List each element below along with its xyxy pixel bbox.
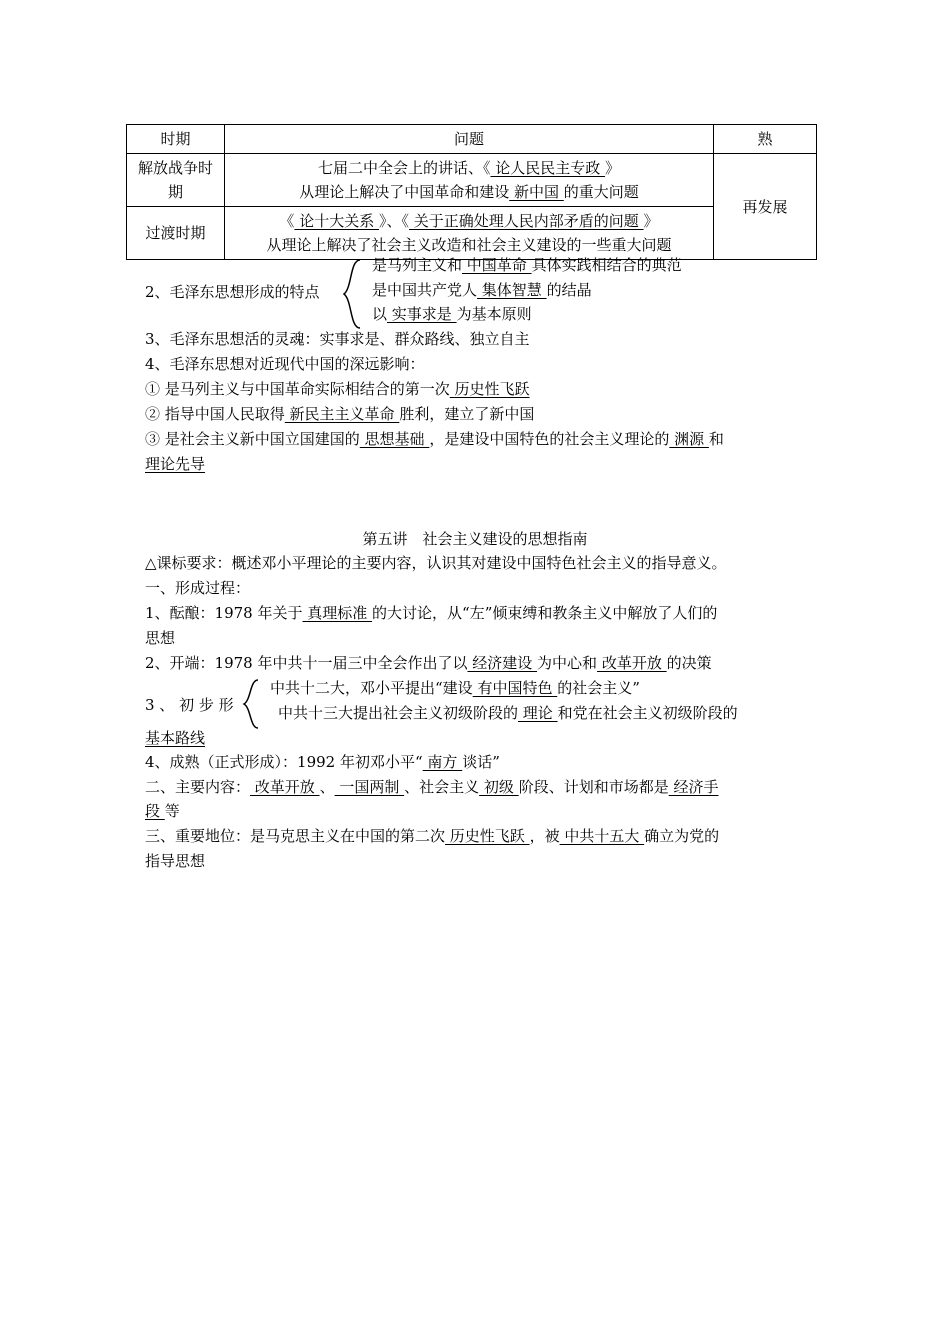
sec2-label: 2、毛泽东思想形成的特点 — [145, 283, 320, 301]
period-cell: 解放战争时期 — [127, 154, 225, 207]
sec4-item-3-cont: 理论先导 — [145, 455, 206, 473]
table-row — [127, 154, 817, 207]
sec4-item-1: ① 是马列主义与中国革命实际相结合的第一次 历史性飞跃 — [145, 380, 530, 398]
merged-cell: 再发展 — [714, 154, 817, 260]
requirement-text: △课标要求：概述邓小平理论的主要内容，认识其对建设中国特色社会主义的指导意义。 — [145, 554, 727, 572]
part1-heading: 一、形成过程： — [145, 579, 251, 597]
lecture-title: 第五讲 社会主义建设的思想指南 — [362, 530, 588, 548]
header-period: 时期 — [127, 125, 225, 154]
stage4-text: 4、成熟（正式形成）：1992 年初邓小平“ 南方 谈话” — [145, 753, 500, 771]
header-mature: 熟 — [714, 125, 817, 154]
stage3-line-1: 中共十二大，邓小平提出“建设 有中国特色 的社会主义” — [270, 679, 640, 697]
brace-icon — [241, 678, 261, 730]
sec4-title: 4、毛泽东思想对近现代中国的深远影响： — [145, 355, 425, 373]
sec2-item: 以 实事求是 为基本原则 — [372, 305, 532, 323]
issue-cell: 《 论十大关系 》、《 关于正确处理人民内部矛盾的问题 》 从理论上解决了社会主义改造和社会主义建设的一些重大问题 — [225, 207, 714, 260]
stage1-text: 1、酝酿：1978 年关于 真理标准 的大讨论，从“左”倾束缚和教条主义中解放了人们的 — [145, 604, 718, 622]
period-cell: 过渡时期 — [127, 207, 225, 260]
stage3-line-3: 基本路线 — [145, 729, 206, 747]
stage1-text-cont: 思想 — [145, 629, 176, 647]
header-issue: 问题 — [225, 125, 714, 154]
stage3-label: 3 、 初 步 形 — [145, 696, 234, 714]
issue-cell: 七届二中全会上的讲话、《 论人民民主专政 》 从理论上解决了中国革命和建设 新中国 的重大问题 — [225, 154, 714, 207]
sec2-item: 是马列主义和 中国革命 具体实践相结合的典范 — [372, 256, 682, 274]
part2-text: 二、主要内容： 改革开放 、 一国两制 、社会主义 初级 阶段、计划和市场都是 经济手 — [145, 778, 719, 796]
part3-text: 三、重要地位：是马克思主义在中国的第二次 历史性飞跃 ，被 中共十五大 确立为党的 — [145, 827, 720, 845]
part3-text-cont: 指导思想 — [145, 852, 206, 870]
part2-text-cont: 段 等 — [145, 802, 180, 820]
history-table — [126, 124, 817, 260]
sec4-item-2: ② 指导中国人民取得 新民主主义革命 胜利，建立了新中国 — [145, 405, 535, 423]
sec2-item: 是中国共产党人 集体智慧 的结晶 — [372, 281, 592, 299]
table-header-row — [127, 125, 817, 154]
sec4-item-3: ③ 是社会主义新中国立国建国的 思想基础 ，是建设中国特色的社会主义理论的 渊源 和 — [145, 430, 724, 448]
sec3-text: 3、毛泽东思想活的灵魂：实事求是、群众路线、独立自主 — [145, 330, 530, 348]
table-row — [127, 207, 817, 260]
stage3-line-2: 中共十三大提出社会主义初级阶段的 理论 和党在社会主义初级阶段的 — [278, 704, 738, 722]
stage2-text: 2、开端：1978 年中共十一届三中全会作出了以 经济建设 为中心和 改革开放 的决策 — [145, 654, 712, 672]
brace-icon — [340, 258, 364, 330]
